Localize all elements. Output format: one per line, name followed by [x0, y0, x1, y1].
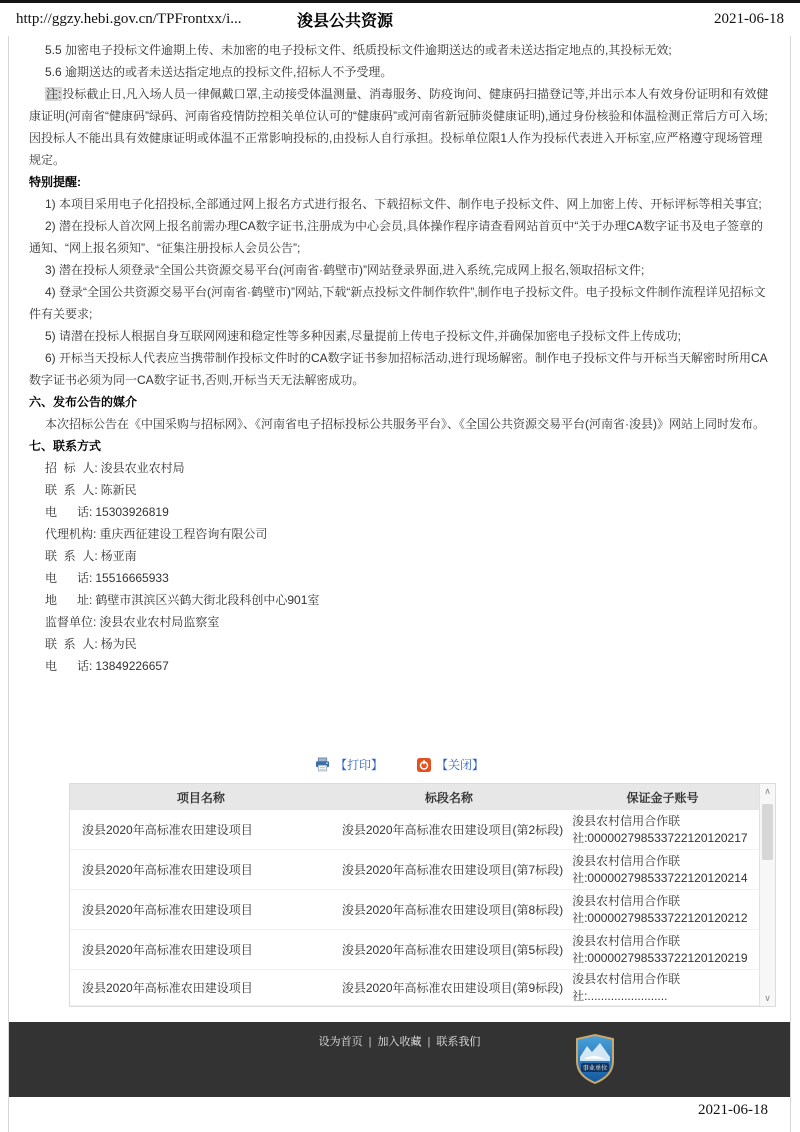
account-line: 社:000002798533722120120212	[572, 910, 748, 925]
contact-label: 招 标 人:	[45, 461, 98, 475]
account-line: 浚县农村信用合作联	[572, 853, 681, 868]
add-favorite-link[interactable]: 加入收藏	[377, 1036, 422, 1048]
print-button[interactable]	[315, 756, 383, 773]
reminder-item-6: 6) 开标当天投标人代表应当携带制作投标文件时的CA数字证书参加招标活动,进行现场解密。制作电子投标文件与开标当天解密时所用CA数字证书必须为同一CA数字证书,否则,开标当天无法解密成功。	[29, 351, 768, 387]
section-name-cell: 浚县2020年高标准农田建设项目(第8标段)	[341, 903, 564, 917]
account-line: 浚县农村信用合作联	[572, 893, 681, 908]
contact-value: 15303926819	[95, 505, 169, 519]
contact-value: 浚县农业农村局	[100, 461, 185, 475]
deposit-account-cell	[566, 893, 759, 927]
print-icon[interactable]	[315, 757, 330, 772]
contact-value: 浚县农业农村局监察室	[99, 615, 220, 629]
print-header	[0, 3, 800, 36]
page-url: http://ggzy.hebi.gov.cn/TPFrontxx/i...	[16, 11, 242, 27]
contact-section-heading: 七、联系方式	[29, 439, 102, 453]
special-reminder-heading: 特别提醒:	[29, 175, 81, 189]
table-row	[70, 930, 759, 970]
section-name-cell: 浚县2020年高标准农田建设项目(第7标段)	[341, 863, 564, 877]
section-name-cell: 浚县2020年高标准农田建设项目(第2标段)	[341, 823, 564, 837]
footer-separator: |	[368, 1036, 372, 1048]
project-name-cell: 浚县2020年高标准农田建设项目	[82, 823, 253, 837]
action-bar	[9, 756, 790, 773]
contact-line	[29, 501, 772, 523]
notice-body	[9, 36, 790, 677]
header-date: 2021-06-18	[714, 11, 784, 27]
col-header-section: 标段名称	[424, 790, 473, 805]
account-line: 浚县农村信用合作联	[572, 971, 681, 986]
site-footer	[9, 1022, 790, 1097]
account-line: 浚县农村信用合作联	[572, 933, 681, 948]
account-line: 浚县农村信用合作联	[572, 813, 681, 828]
project-name-cell: 浚县2020年高标准农田建设项目	[82, 863, 253, 877]
account-line: 社:........................	[572, 988, 668, 1003]
contact-value: 杨亚南	[100, 549, 137, 563]
contact-line	[29, 567, 772, 589]
reminder-item-1: 1) 本项目采用电子化招投标,全部通过网上报名方式进行报名、下载招标文件、制作电子投标文件、网上加密上传、开标评标等相关事宜;	[45, 197, 762, 211]
project-name-cell: 浚县2020年高标准农田建设项目	[82, 943, 253, 957]
contact-value: 重庆西征建设工程咨询有限公司	[99, 527, 268, 541]
section-name-cell: 浚县2020年高标准农田建设项目(第5标段)	[341, 943, 564, 957]
contact-label: 电 话:	[45, 571, 93, 585]
reminder-item-3: 3) 潜在投标人须登录“全国公共资源交易平台(河南省·鹤壁市)”网站登录界面,进入系统,完成网上报名,领取招标文件;	[45, 263, 645, 277]
table-row	[70, 970, 759, 1006]
contact-line	[29, 655, 772, 677]
scroll-down-icon[interactable]: ∨	[764, 993, 771, 1003]
contact-line	[29, 589, 772, 611]
contact-label: 联 系 人:	[45, 549, 98, 563]
col-header-account: 保证金子账号	[626, 790, 699, 805]
set-homepage-link[interactable]: 设为首页	[318, 1036, 363, 1048]
scroll-up-icon[interactable]: ∧	[764, 786, 771, 796]
deposit-account-cell	[566, 971, 759, 1005]
deposit-account-cell	[566, 813, 759, 847]
table-header-row	[70, 784, 759, 810]
close-label[interactable]: 【关闭】	[436, 758, 485, 772]
contact-value: 陈新民	[100, 483, 137, 497]
project-name-cell: 浚县2020年高标准农田建设项目	[82, 903, 253, 917]
footer-links	[9, 1022, 790, 1049]
section-name-cell: 浚县2020年高标准农田建设项目(第9标段)	[341, 981, 564, 995]
project-name-cell: 浚县2020年高标准农田建设项目	[82, 981, 253, 995]
contact-label: 监督单位:	[45, 615, 97, 629]
reminder-item-2: 2) 潜在投标人首次网上报名前需办理CA数字证书,注册成为中心会员,具体操作程序请查看网站首页中“关于办理CA数字证书及电子签章的通知、“网上报名须知”、“征集注册投标人会员公告”;	[29, 219, 764, 255]
contact-label: 地 址:	[45, 593, 93, 607]
table-row	[70, 850, 759, 890]
col-header-project: 项目名称	[176, 790, 225, 805]
institution-badge-icon[interactable]	[575, 1034, 615, 1084]
contact-value: 13849226657	[95, 659, 169, 673]
contact-line	[29, 633, 772, 655]
contact-line	[29, 611, 772, 633]
contact-value: 鹤壁市淇滨区兴鹤大街北段科创中心901室	[95, 593, 320, 607]
contact-value: 15516665933	[95, 571, 169, 585]
footer-separator: |	[427, 1036, 431, 1048]
deposit-account-cell	[566, 853, 759, 887]
media-section-text: 本次招标公告在《中国采购与招标网》、《河南省电子招标投标公共服务平台》、《全国公共资源交易平台(河南省·浚县)》网站上同时发布。	[45, 417, 765, 431]
page-title: 浚县公共资源	[296, 13, 393, 30]
badge-label: 事业单位	[582, 1065, 608, 1072]
table-row	[70, 810, 759, 850]
bid-sections-table	[69, 783, 776, 1007]
print-label[interactable]: 【打印】	[334, 758, 383, 772]
scrollbar-thumb[interactable]	[762, 804, 773, 860]
contact-line	[29, 523, 772, 545]
contact-line	[29, 545, 772, 567]
contact-label: 代理机构:	[45, 527, 97, 541]
contact-label: 联 系 人:	[45, 637, 98, 651]
account-line: 社:000002798533722120120217	[572, 830, 748, 845]
footer-date: 2021-06-18	[698, 1102, 768, 1118]
contact-label: 电 话:	[45, 659, 93, 673]
close-icon[interactable]	[417, 758, 431, 772]
table-row	[70, 890, 759, 930]
media-section-heading: 六、发布公告的媒介	[29, 395, 138, 409]
close-button[interactable]	[417, 756, 484, 773]
contact-line	[29, 479, 772, 501]
account-line: 社:000002798533722120120214	[572, 870, 748, 885]
covid-note	[29, 83, 772, 171]
deposit-account-cell	[566, 933, 759, 967]
reminder-item-5: 5) 请潜在投标人根据自身互联网网速和稳定性等多种因素,尽量提前上传电子投标文件,并确保加密电子投标文件上传成功;	[45, 329, 682, 343]
contact-value: 杨为民	[100, 637, 137, 651]
contact-label: 电 话:	[45, 505, 93, 519]
account-line: 社:000002798533722120120219	[572, 950, 748, 965]
note-text: 投标截止日,凡入场人员一律佩戴口罩,主动接受体温测量、消毒服务、防疫询问、健康码扫描登记等,并出示本人有效身份证明和有效健康证明(河南省“健康码”绿码、河南省疫情防控相关单位认可的“健康码”或河南省新冠肺炎健康证明),通过身份核验和体温检测正常后方可入场;因投标人不能出具有效健康证明或体温不正常影响投标的,由投标人自行承担。投标单位限1人作为投标代表进入开标室,应严格遵守现场管理规定。	[29, 87, 769, 167]
content-frame	[8, 36, 791, 1132]
clause-5-5: 5.5 加密电子投标文件逾期上传、未加密的电子投标文件、纸质投标文件逾期送达的或者未送达指定地点的,其投标无效;	[45, 43, 672, 57]
reminder-item-4: 4) 登录“全国公共资源交易平台(河南省·鹤壁市)”网站,下载“新点投标文件制作软件”,制作电子投标文件。电子投标文件制作流程详见招标文件有关要求;	[29, 285, 766, 321]
clause-5-6: 5.6 逾期送达的或者未送达指定地点的投标文件,招标人不予受理。	[45, 65, 393, 79]
contact-line	[29, 457, 772, 479]
note-prefix: 注:	[46, 87, 62, 101]
contact-label: 联 系 人:	[45, 483, 98, 497]
contact-us-link[interactable]: 联系我们	[436, 1036, 481, 1048]
table-scrollbar[interactable]	[759, 784, 775, 1006]
